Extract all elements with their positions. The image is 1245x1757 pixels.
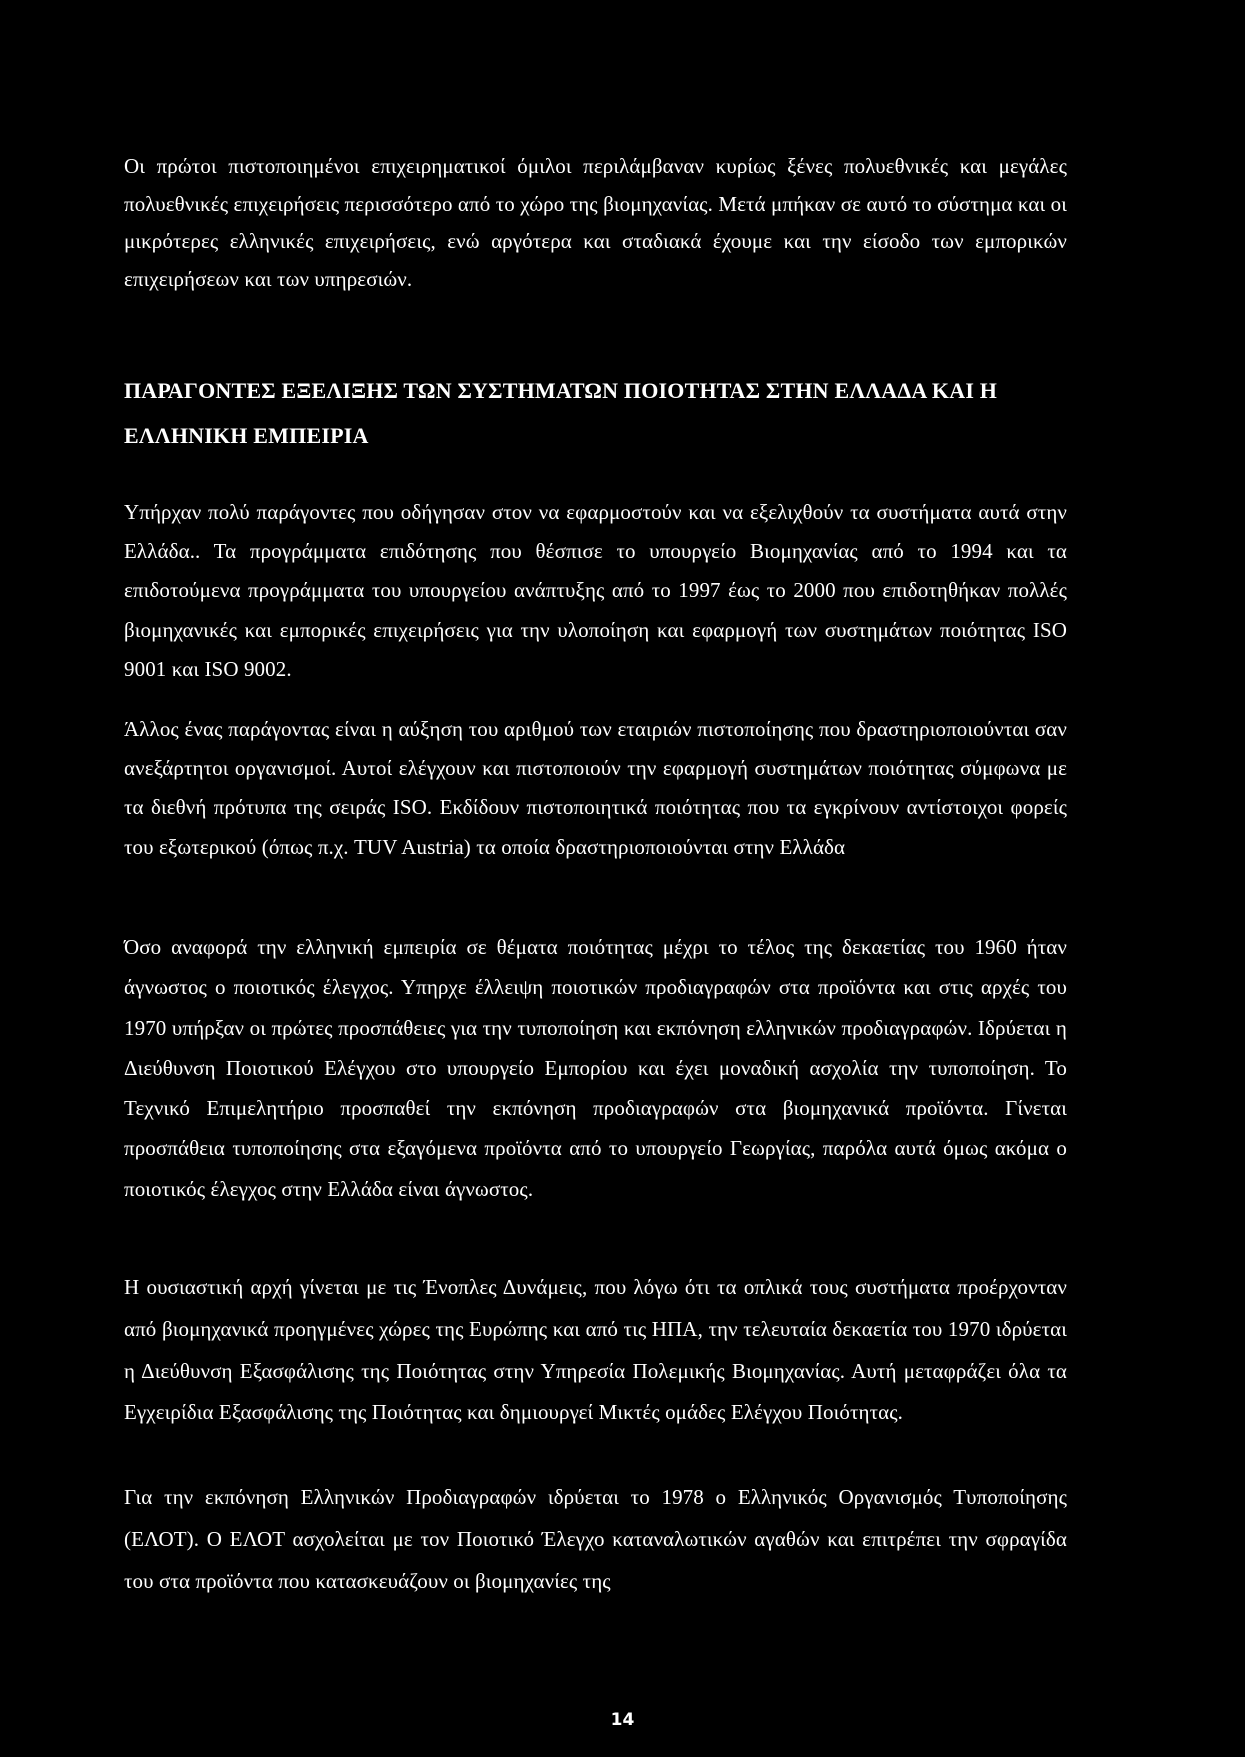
paragraph-armed-forces: Η ουσιαστική αρχή γίνεται με τις Ένοπλες Δυνάμεις, που λόγω ότι τα οπλικά τους συστήματα προέρχονταν από βιομηχανικά προηγμένες χώρες της Ευρώπης και από τις ΗΠΑ, την τελευταία δεκαετία του 1970 ιδρύεται η Διεύθυνση Εξασφάλισης της Ποιότητας στην Υπηρεσία Πολεμικής Βιομηχανίας. Αυτή μεταφράζει όλα τα Εγχειρίδια Εξασφάλισης της Ποιότητας και δημιουργεί Μικτές ομάδες Ελέγχου Ποιότητας. xyxy=(124,1275,1067,1425)
paragraph-factors: Υπήρχαν πολύ παράγοντες που οδήγησαν στον να εφαρμοστούν και να εξελιχθούν τα συστήματα αυτά στην Ελλάδα.. Τα προγράμματα επιδότησης που θέσπισε το υπουργείο Βιομηχανίας από το 1994 και τα επιδοτούμενα προγράμματα του υπουργείου ανάπτυξης από το 1997 έως το 2000 που επιδοτηθήκαν πολλές βιομηχανικές και εμπορικές επιχειρήσεις για την υλοποίηση και εφαρμογή των συστημάτων ποιότητας ISO 9001 και ISO 9002. xyxy=(124,500,1067,681)
page-number: 14 xyxy=(610,1710,635,1730)
paragraph-certification-bodies: Άλλος ένας παράγοντας είναι η αύξηση του αριθμού των εταιριών πιστοποίησης που δραστηριοποιούνται σαν ανεξάρτητοι οργανισμοί. Αυτοί ελέγχουν και πιστοποιούν την εφαρμογή συστημάτων ποιότητας σύμφωνα με τα διεθνή πρότυπα της σειράς ISO. Εκδίδουν πιστοποιητικά ποιότητας που τα εγκρίνουν αντίστοιχοι φορείς του εξωτερικού (όπως π.χ. TUV Austria) τα οποία δραστηριοποιούνται στην Ελλάδα xyxy=(124,717,1067,859)
intro-paragraph: Οι πρώτοι πιστοποιημένοι επιχειρηματικοί όμιλοι περιλάμβαναν κυρίως ξένες πολυεθνικές και μεγάλες πολυεθνικές επιχειρήσεις περισσότερο από το χώρο της βιομηχανίας. Μετά μπήκαν σε αυτό το σύστημα και οι μικρότερες ελληνικές επιχειρήσεις, ενώ αργότερα και σταδιακά έχουμε και την είσοδο των εμπορικών επιχειρήσεων και των υπηρεσιών. xyxy=(124,154,1067,291)
paragraph-greek-experience: Όσο αναφορά την ελληνική εμπειρία σε θέματα ποιότητας μέχρι το τέλος της δεκαετίας του 1960 ήταν άγνωστος ο ποιοτικός έλεγχος. Υπηρχε έλλειψη ποιοτικών προδιαγραφών στα προϊόντα και στις αρχές του 1970 υπήρξαν οι πρώτες προσπάθειες για την τυποποίηση και εκπόνηση ελληνικών προδιαγραφών. Ιδρύεται η Διεύθυνση Ποιοτικού Ελέγχου στο υπουργείο Εμπορίου και έχει μοναδική ασχολία την τυποποίηση. Το Τεχνικό Επιμελητήριο προσπαθεί την εκπόνηση προδιαγραφών στα βιομηχανικά προϊόντα. Γίνεται προσπάθεια τυποποίησης στα εξαγόμενα προϊόντα από το υπουργείο Γεωργίας, παρόλα αυτά όμως ακόμα ο ποιοτικός έλεγχος στην Ελλάδα είναι άγνωστος. xyxy=(124,935,1067,1201)
paragraph-elot: Για την εκπόνηση Ελληνικών Προδιαγραφών ιδρύεται το 1978 ο Ελληνικός Οργανισμός Τυποποίησης (ΕΛΟΤ). Ο ΕΛΟΤ ασχολείται με τον Ποιοτικό Έλεγχο καταναλωτικών αγαθών και επιτρέπει την σφραγίδα του στα προϊόντα που κατασκευάζουν οι βιομηχανίες της xyxy=(124,1485,1067,1593)
section-heading: ΠΑΡΑΓΟΝΤΕΣ ΕΞΕΛΙΞΗΣ ΤΩΝ ΣΥΣΤΗΜΑΤΩΝ ΠΟΙΟΤΗΤΑΣ ΣΤΗΝ ΕΛΛΑΔΑ ΚΑΙ Η ΕΛΛΗΝΙΚΗ ΕΜΠΕΙΡΙΑ xyxy=(124,378,998,448)
